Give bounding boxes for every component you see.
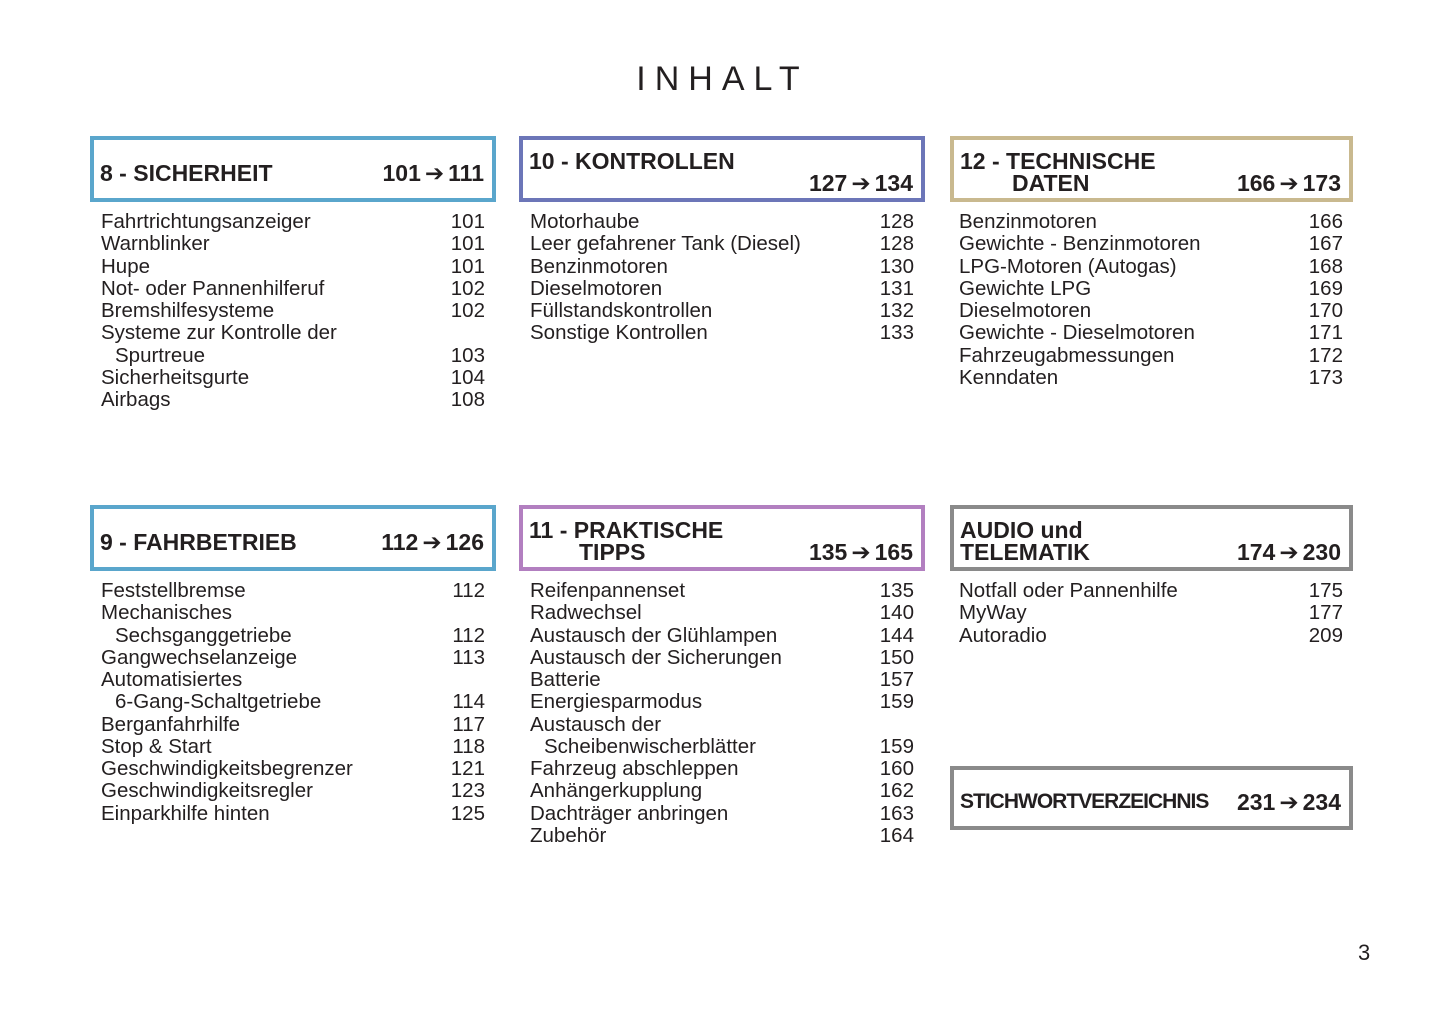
section-title: 10 - KONTROLLEN: [529, 148, 735, 174]
list-item[interactable]: Reifenpannenset 135: [530, 579, 914, 602]
list-item[interactable]: Gewichte - Benzinmotoren 167: [959, 232, 1343, 256]
list-item[interactable]: Fahrzeug abschleppen 160: [530, 757, 914, 780]
list-item[interactable]: Sechsganggetriebe 112: [115, 623, 485, 647]
section-12-header[interactable]: [950, 136, 1353, 202]
section-10-header[interactable]: [519, 136, 925, 202]
section-12-entries: [959, 211, 1343, 389]
section-title: STICHWORTVERZEICHNIS: [960, 790, 1209, 813]
section-title-line2: DATEN: [1012, 170, 1090, 196]
list-item[interactable]: Mechanisches: [101, 601, 233, 625]
section-9-entries: [101, 580, 485, 825]
list-item[interactable]: Sicherheitsgurte 104: [101, 365, 485, 389]
arrow-right-icon: ➔: [1279, 170, 1299, 196]
list-item[interactable]: Spurtreue 103: [115, 343, 485, 367]
list-item[interactable]: Geschwindigkeitsregler 123: [101, 779, 485, 803]
list-item[interactable]: Notfall oder Pannenhilfe 175: [959, 579, 1343, 602]
list-item[interactable]: Batterie 157: [530, 668, 914, 691]
list-item[interactable]: Radwechsel 140: [530, 601, 914, 625]
arrow-right-icon: ➔: [424, 160, 445, 186]
audio-telematik-entries: [959, 580, 1343, 647]
page-range: 231 ➔ 234: [1236, 789, 1341, 815]
page-range: 166 ➔ 173: [1236, 170, 1341, 196]
list-item[interactable]: Motorhaube 128: [530, 210, 914, 233]
arrow-right-icon: ➔: [851, 170, 871, 196]
list-item[interactable]: Dachträger anbringen 163: [530, 801, 914, 825]
section-8-header[interactable]: [90, 136, 496, 202]
list-item[interactable]: Kenndaten 173: [959, 365, 1343, 389]
arrow-right-icon: ➔: [1279, 539, 1299, 565]
section-11-header[interactable]: [519, 505, 925, 571]
list-item[interactable]: Benzinmotoren 166: [959, 210, 1343, 233]
section-11-entries: [530, 580, 914, 847]
index-header[interactable]: [950, 766, 1353, 830]
page-range: 101 ➔ 111: [382, 160, 484, 186]
page-range: 174 ➔ 230: [1236, 539, 1341, 565]
list-item[interactable]: Fahrtrichtungsanzeiger 101: [101, 210, 485, 233]
page-range: 135 ➔ 165: [808, 539, 913, 565]
list-item[interactable]: Not- oder Pannenhilferuf 102: [101, 276, 485, 300]
section-title-line2: TIPPS: [579, 539, 646, 565]
list-item[interactable]: Hupe 101: [101, 254, 485, 278]
arrow-right-icon: ➔: [1279, 789, 1299, 815]
list-item[interactable]: Airbags 108: [101, 388, 485, 411]
list-item[interactable]: Systeme zur Kontrolle der: [101, 321, 337, 345]
list-item[interactable]: Füllstandskontrollen 132: [530, 299, 914, 322]
section-8-entries: [101, 211, 485, 411]
page-range: 112 ➔ 126: [381, 529, 484, 555]
list-item[interactable]: Sonstige Kontrollen 133: [530, 321, 914, 345]
list-item[interactable]: Stop & Start 118: [101, 734, 485, 758]
list-item[interactable]: Energiesparmodus 159: [530, 690, 914, 714]
list-item[interactable]: 6-Gang-Schaltgetriebe 114: [115, 690, 485, 714]
arrow-right-icon: ➔: [851, 539, 871, 565]
list-item[interactable]: Anhängerkupplung 162: [530, 779, 914, 803]
section-title: 9 - FAHRBETRIEB: [100, 529, 297, 555]
list-item[interactable]: MyWay 177: [959, 601, 1343, 625]
section-title-line1: 12 - TECHNISCHE: [960, 148, 1156, 174]
arrow-right-icon: ➔: [422, 529, 442, 555]
list-item[interactable]: Feststellbremse 112: [101, 579, 485, 602]
section-title-line1: AUDIO und: [960, 517, 1083, 543]
list-item[interactable]: Einparkhilfe hinten 125: [101, 801, 485, 825]
list-item[interactable]: Dieselmotoren 170: [959, 299, 1343, 322]
list-item[interactable]: Automatisiertes: [101, 668, 243, 691]
page-range: 127 ➔ 134: [808, 170, 913, 196]
section-title-line1: 11 - PRAKTISCHE: [529, 517, 724, 543]
list-item[interactable]: Austausch der: [530, 712, 662, 736]
section-title: 8 - SICHERHEIT: [100, 160, 273, 186]
list-item[interactable]: LPG-Motoren (Autogas) 168: [959, 254, 1343, 278]
page-title: INHALT: [636, 60, 809, 98]
page-number: 3: [1358, 940, 1371, 965]
list-item[interactable]: Zubehör 164: [530, 823, 914, 847]
list-item[interactable]: Gewichte - Dieselmotoren 171: [959, 321, 1343, 345]
section-10-entries: [530, 211, 914, 345]
list-item[interactable]: Bremshilfesysteme 102: [101, 299, 485, 322]
list-item[interactable]: Warnblinker 101: [101, 232, 485, 256]
section-9-header[interactable]: [90, 505, 496, 571]
list-item[interactable]: Geschwindigkeitsbegrenzer 121: [101, 757, 485, 780]
list-item[interactable]: Berganfahrhilfe 117: [101, 712, 485, 736]
list-item[interactable]: Austausch der Sicherungen 150: [530, 645, 914, 669]
list-item[interactable]: Scheibenwischerblätter 159: [544, 734, 914, 758]
list-item[interactable]: Dieselmotoren 131: [530, 276, 914, 300]
section-title-line2: TELEMATIK: [960, 539, 1090, 565]
list-item[interactable]: Autoradio 209: [959, 623, 1343, 647]
list-item[interactable]: Gangwechselanzeige 113: [101, 645, 485, 669]
list-item[interactable]: Gewichte LPG 169: [959, 276, 1343, 300]
audio-telematik-header[interactable]: [950, 505, 1353, 571]
list-item[interactable]: Benzinmotoren 130: [530, 254, 914, 278]
list-item[interactable]: Fahrzeugabmessungen 172: [959, 343, 1343, 367]
list-item[interactable]: Austausch der Glühlampen 144: [530, 623, 914, 647]
list-item[interactable]: Leer gefahrener Tank (Diesel) 128: [530, 232, 914, 256]
